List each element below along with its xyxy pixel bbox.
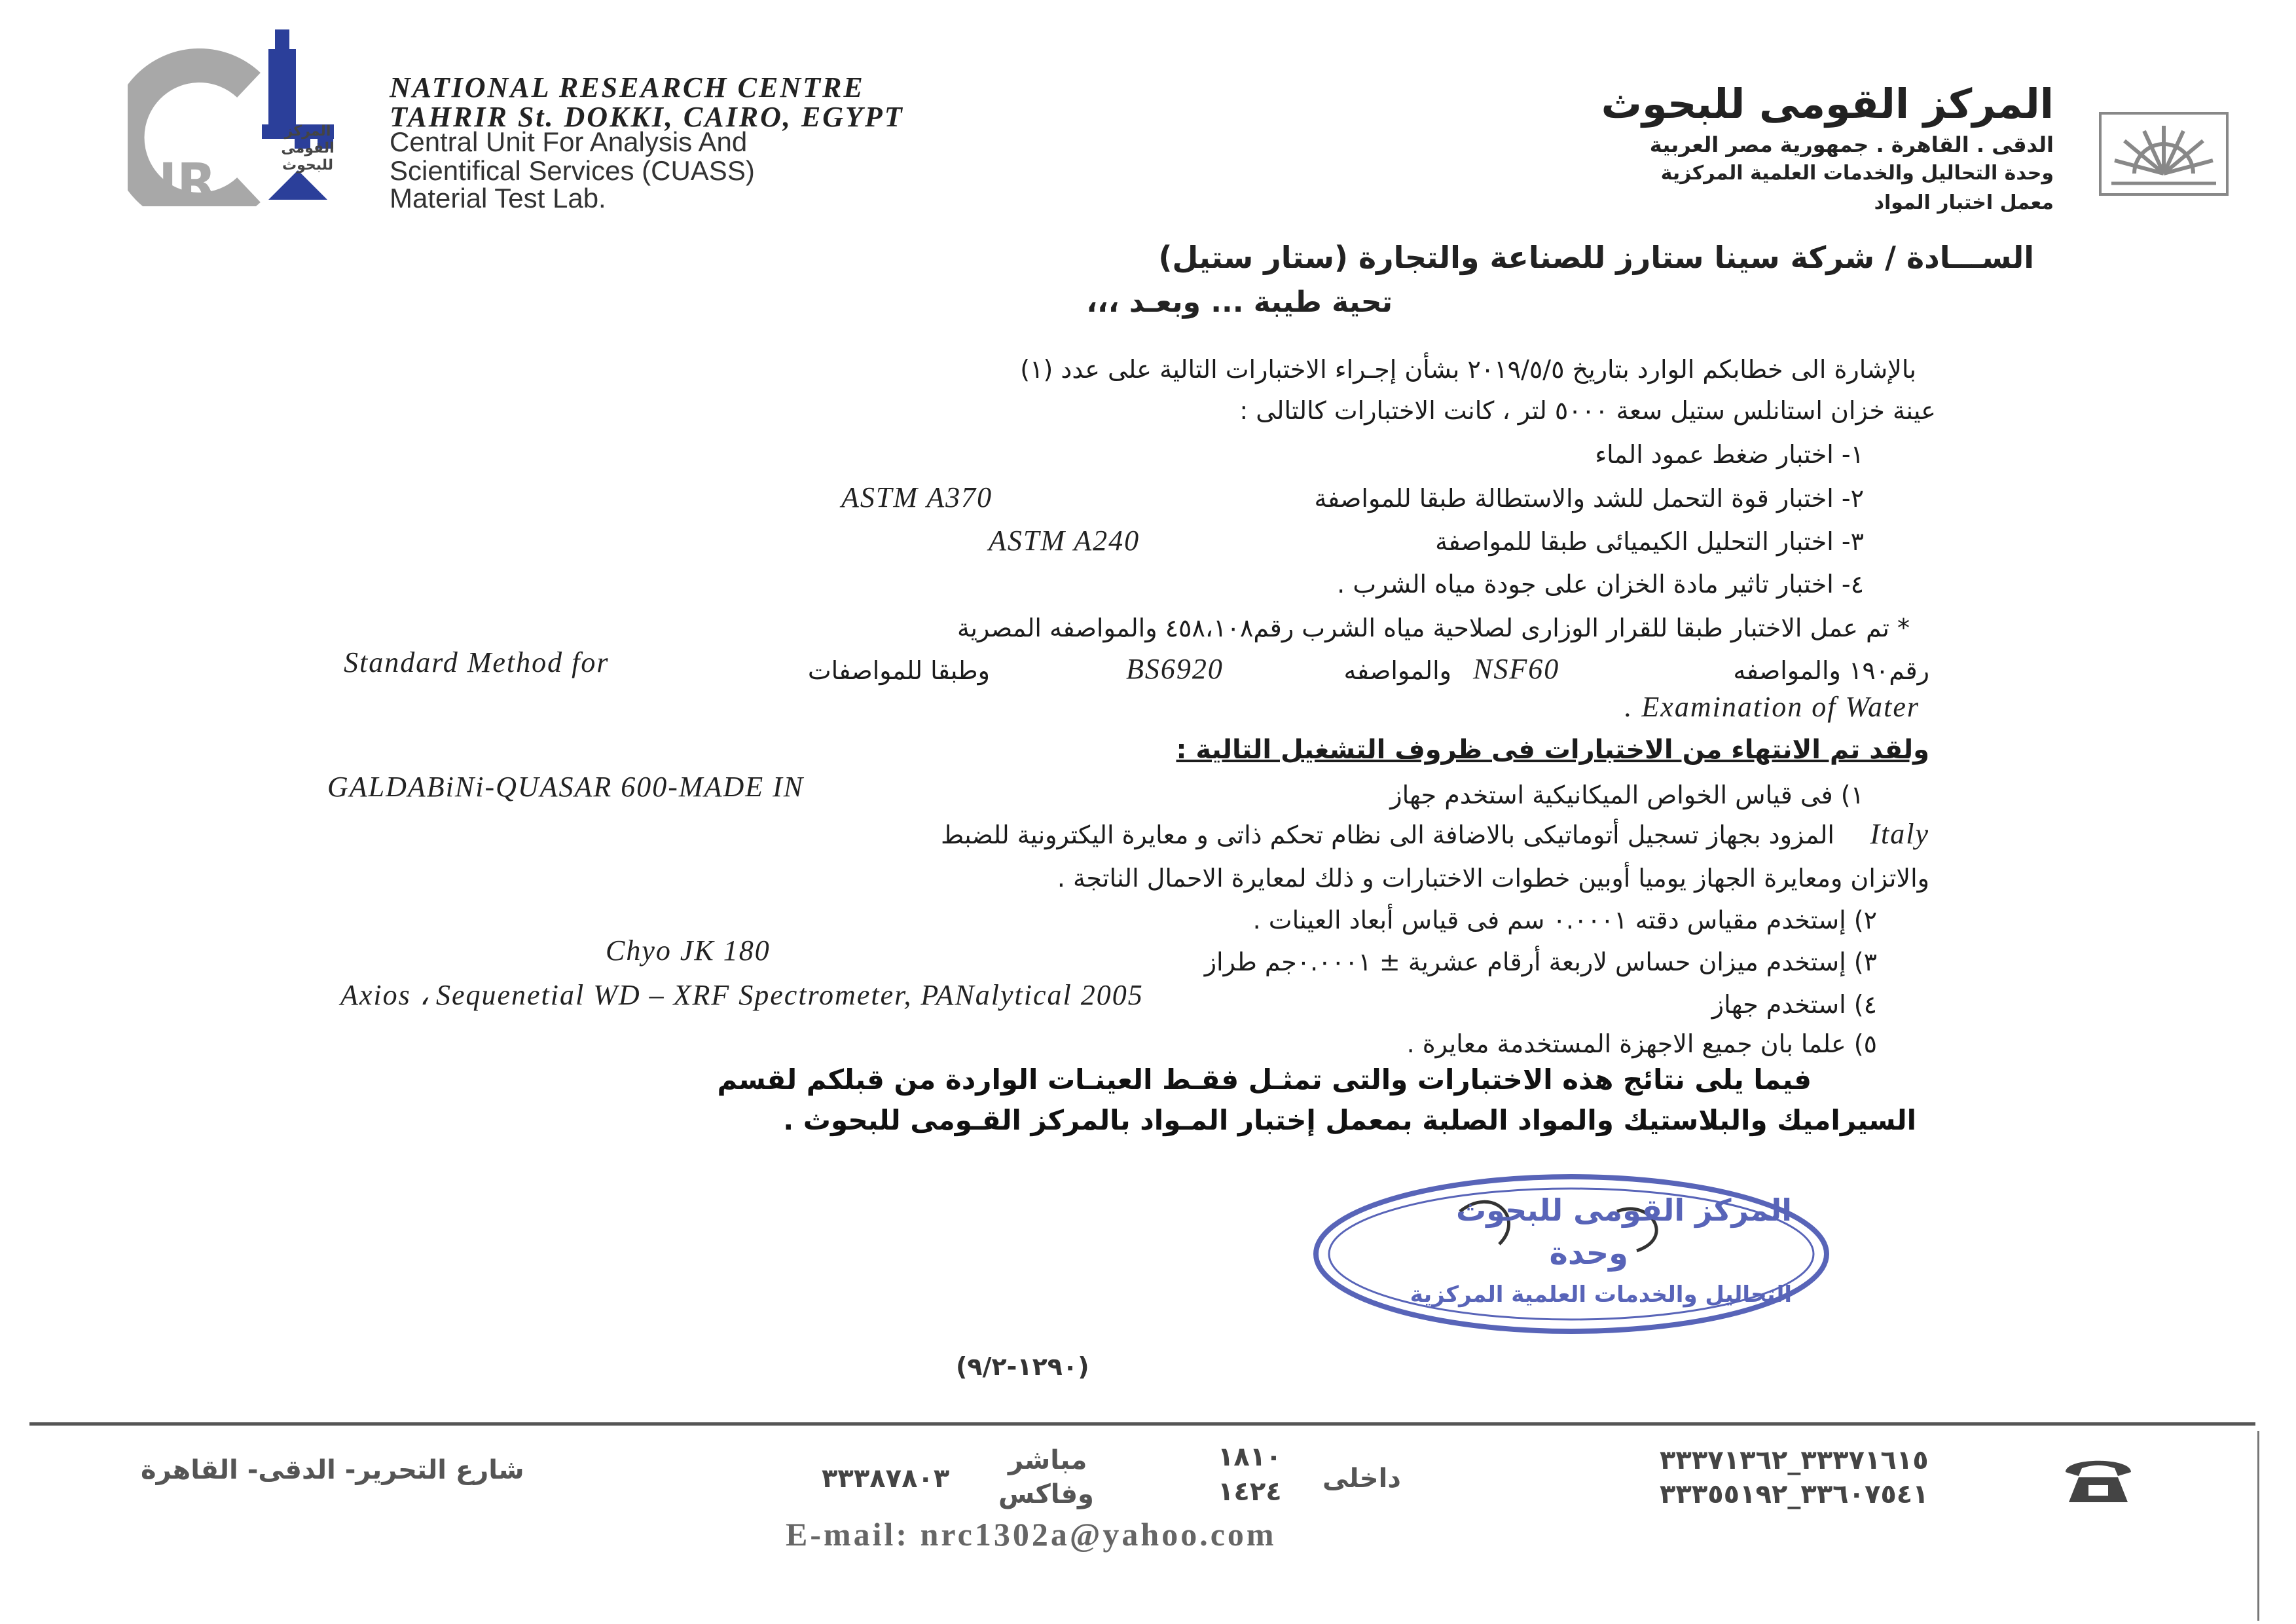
condition-1-line2: المزود بجهاز تسجيل أتوماتيكى بالاضافة الى نظام تحكم ذاتى و معايرة اليكترونية للضبط <box>941 821 1834 849</box>
test-item-2: ٢- اختبار قوة التحمل للشد والاستطالة طبقا للمواصفة <box>1314 484 1864 513</box>
footer-fax-number: ٣٣٣٨٧٨٠٣ <box>822 1464 950 1494</box>
test-item-2-standard: ASTM A370 <box>841 481 993 513</box>
note-line3-water: . Examination of Water <box>1624 691 1920 723</box>
condition-2: ٢) إستخدم مقياس دقته ٠.٠٠٠١ سم فى قياس أبعاد العينات . <box>1252 906 1877 934</box>
header-en-line4: Scientifical Services (CUASS) <box>390 155 755 186</box>
addressee-line: الســـادة / شركة سينا ستارز للصناعة والتجارة (ستار ستيل) <box>1158 240 2034 275</box>
footer-phones-line1: ٣٣٣٧١٦١٥_٣٣٣٧١٣٦٢ <box>1660 1445 1929 1475</box>
footer-ext-label: داخلى <box>1322 1464 1401 1494</box>
lab-emblem <box>2098 111 2229 196</box>
logo-letters: NR <box>134 153 217 206</box>
note-line2-end: وطبقا للمواصفات <box>807 656 990 685</box>
logo-arabic-caption: المركز القومى للبحوث <box>281 123 335 174</box>
header-ar-line3: وحدة التحاليل والخدمات العلمية المركزية <box>1660 162 2054 185</box>
nrc-logo-icon <box>128 23 350 206</box>
test-item-4: ٤- اختبار تاثير مادة الخزان على جودة مياه الشرب . <box>1337 570 1864 599</box>
header-en-line5: Material Test Lab. <box>390 183 606 213</box>
phone-icon <box>2062 1454 2134 1506</box>
footer-ext1: ١٨١٠ <box>1218 1442 1282 1472</box>
note-line2-start: رقم١٩٠ والمواصفه <box>1733 656 1929 685</box>
header-en-line3: Central Unit For Analysis And <box>390 126 748 157</box>
result-line1: فيما يلى نتائج هذه الاختبارات والتى تمثـل فقـط العينـات الواردة من قبلكم لقسم <box>717 1063 1812 1096</box>
greeting-line: تحية طيبة ... وبعـد ،،، <box>1086 286 1393 319</box>
header-ar-line4: معمل اختبار المواد <box>1874 191 2054 214</box>
header-en-line1: NATIONAL RESEARCH CENTRE <box>390 71 865 103</box>
condition-3-model: Chyo JK 180 <box>606 934 771 967</box>
header-en-line2: TAHRIR St. DOKKI, CAIRO, EGYPT <box>390 101 904 133</box>
condition-4-device: Axios ، Sequenetial WD – XRF Spectrometer, PANalytical 2005 <box>340 979 1144 1011</box>
stamp-text-line1: المركز القومى للبحوث <box>1456 1192 1792 1228</box>
note-line2-mid: والمواصفه <box>1343 656 1451 685</box>
header-ar-title: المركز القومى للبحوث <box>1601 80 2054 128</box>
sunburst-emblem-icon <box>2098 111 2229 196</box>
footer-divider <box>29 1422 2255 1426</box>
note-line2-method: Standard Method for <box>344 646 610 678</box>
stamp-text-line2: وحدة <box>1549 1235 1628 1272</box>
footer-phones-line2: ٣٣٦٠٧٥٤١_٣٣٣٥٥١٩٢ <box>1660 1479 1929 1509</box>
test-item-3-standard: ASTM A240 <box>989 525 1140 557</box>
telephone-icon <box>2062 1454 2134 1506</box>
condition-1-line1: ١) فى قياس الخواص الميكانيكية استخدم جهاز <box>1390 781 1864 809</box>
footer-ext2: ١٤٢٤ <box>1218 1477 1282 1507</box>
condition-1-device: GALDABiNi-QUASAR 600-MADE IN <box>327 771 805 803</box>
note-line2-nsf: NSF60 <box>1473 653 1560 685</box>
footer-address: شارع التحرير- الدقى- القاهرة <box>141 1455 524 1485</box>
intro-line2: عينة خزان استانلس ستيل سعة ٥٠٠٠ لتر ، كانت الاختبارات كالتالى : <box>1239 396 1936 425</box>
test-item-3: ٣- اختبار التحليل الكيميائى طبقا للمواصفة <box>1435 527 1864 556</box>
right-margin-line <box>2257 1431 2259 1621</box>
note-line1: * تم عمل الاختبار طبقا للقرار الوزارى لصلاحية مياه الشرب رقم٤٥٨،١٠٨ والمواصفه المصرية <box>957 614 1910 642</box>
footer-direct-label: مباشر <box>1008 1445 1087 1475</box>
footer-email: E-mail: nrc1302a@yahoo.com <box>786 1516 1277 1553</box>
footer-fax-label: وفاكس <box>998 1479 1094 1509</box>
stamp-text-line3: التحاليل والخدمات العلمية المركزية <box>1410 1282 1792 1308</box>
condition-5: ٥) علما بان جميع الاجهزة المستخدمة معايرة . <box>1406 1029 1877 1058</box>
conditions-heading: ولقد تم الانتهاء من الاختبارات فى ظروف التشغيل التالية : <box>1176 735 1929 765</box>
condition-1-line3: والاتزان ومعايرة الجهاز يوميا أوبين خطوات الاختبارات و ذلك لمعايرة الاحمال الناتجة . <box>1057 864 1929 893</box>
test-item-1: ١- اختبار ضغط عمود الماء <box>1595 440 1864 469</box>
condition-3: ٣) إستخدم ميزان حساس لاربعة أرقام عشرية ± ٠.٠٠٠١جم طراز <box>1204 948 1877 976</box>
note-line2-bs: BS6920 <box>1126 653 1224 685</box>
condition-1-italy: Italy <box>1870 818 1929 850</box>
result-line2: السيراميك والبلاستيك والمواد الصلبة بمعمل إختبار المـواد بالمركز القـومى للبحوث . <box>783 1104 1916 1136</box>
intro-line1: بالإشارة الى خطابكم الوارد بتاريخ ٢٠١٩/٥/٥ بشأن إجـراء الاختبارات التالية على عدد (١) <box>1020 355 1916 384</box>
nrc-logo <box>128 23 350 206</box>
reference-number: (١٢٩٠-٩/٢) <box>956 1352 1089 1381</box>
condition-4: ٤) استخدم جهاز <box>1711 990 1877 1019</box>
header-ar-line2: الدقى . القاهرة . جمهورية مصر العربية <box>1649 132 2054 157</box>
